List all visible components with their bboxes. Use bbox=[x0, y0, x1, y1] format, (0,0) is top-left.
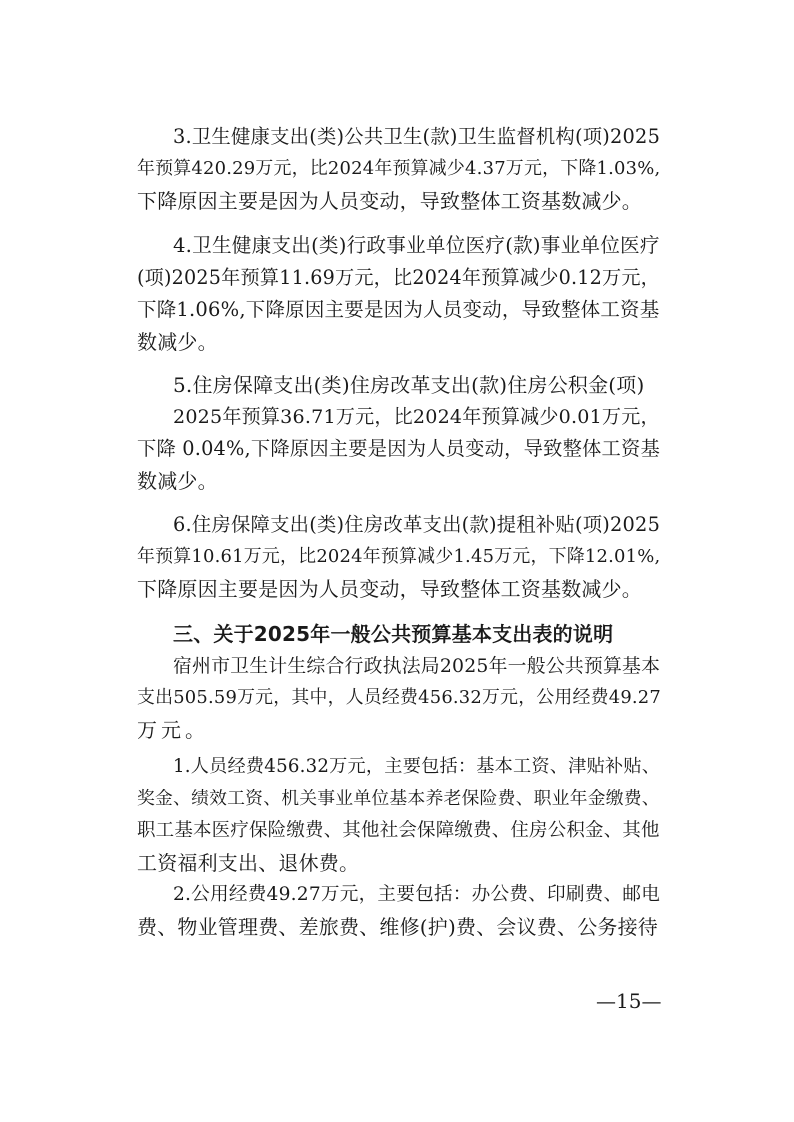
text-line: 宿州市卫生计生综合行政执法局2025年一般公共预算基本 bbox=[173, 655, 661, 677]
text-line: 4.卫生健康支出(类)行政事业单位医疗(款)事业单位医疗 bbox=[173, 234, 660, 257]
page-number: —15— bbox=[596, 989, 662, 1013]
text-line: 奖金、绩效工资、机关事业单位基本养老保险费、职业年金缴费、 bbox=[137, 788, 660, 809]
text-line: 数减少。 bbox=[137, 469, 218, 493]
text-line: 职工基本医疗保险缴费、其他社会保障缴费、住房公积金、其他 bbox=[137, 820, 660, 841]
text-line: 费、物业管理费、差旅费、维修(护)费、会议费、公务接待 bbox=[137, 915, 659, 939]
text-line: 下降1.06%,下降原因主要是因为人员变动，导致整体工资基 bbox=[137, 298, 660, 321]
text-line: 2025年预算36.71万元，比2024年预算减少0.01万元， bbox=[173, 405, 660, 428]
text-line: 下降原因主要是因为人员变动，导致整体工资基数减少。 bbox=[137, 189, 642, 213]
text-line: 年预算10.61万元，比2024年预算减少1.45万元，下降12.01%, bbox=[137, 546, 661, 567]
text-line: 年预算420.29万元，比2024年预算减少4.37万元，下降1.03%, bbox=[137, 158, 661, 179]
text-line: 下降原因主要是因为人员变动，导致整体工资基数减少。 bbox=[137, 577, 642, 601]
text-line: 数减少。 bbox=[137, 330, 218, 354]
text-line: 下降 0.04%,下降原因主要是因为人员变动，导致整体工资基 bbox=[137, 437, 660, 460]
text-line: 支出505.59万元，其中，人员经费456.32万元，公用经费49.27 bbox=[137, 687, 661, 708]
text-line: 2.公用经费49.27万元，主要包括：办公费、印刷费、邮电 bbox=[173, 884, 661, 905]
text-line: 6.住房保障支出(类)住房改革支出(款)提租补贴(项)2025 bbox=[173, 513, 661, 536]
text-line: 万元。 bbox=[137, 718, 209, 742]
text-line: 1.人员经费456.32万元，主要包括：基本工资、津贴补贴、 bbox=[173, 756, 661, 777]
text-line: 3.卫生健康支出(类)公共卫生(款)卫生监督机构(项)2025 bbox=[173, 125, 661, 148]
section-heading: 三、关于2025年一般公共预算基本支出表的说明 bbox=[173, 622, 614, 646]
text-line: (项)2025年预算11.69万元，比2024年预算减少0.12万元， bbox=[137, 266, 661, 289]
text-line: 5.住房保障支出(类)住房改革支出(款)住房公积金(项) bbox=[173, 373, 645, 397]
text-line: 工资福利支出、退休费。 bbox=[137, 851, 360, 875]
